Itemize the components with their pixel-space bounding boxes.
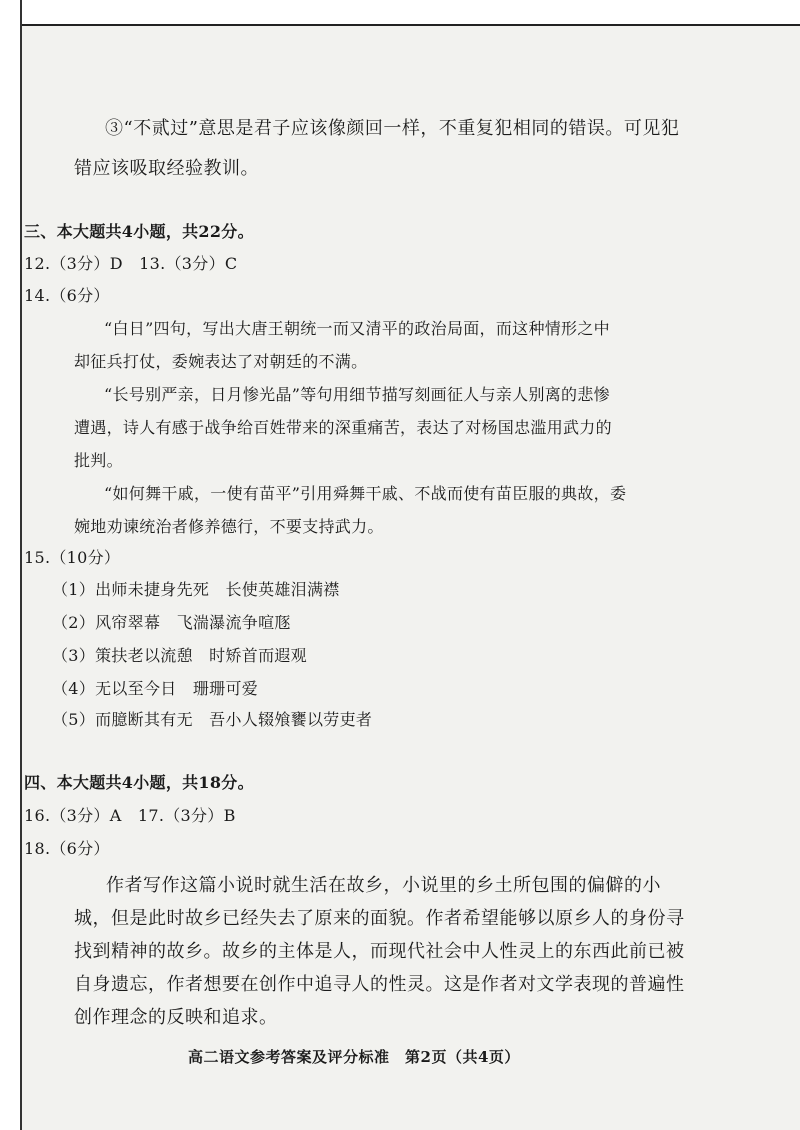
answer-line-3-cont: 错应该吸取经验教训。 <box>74 158 259 179</box>
answer-18-line2: 城，但是此时故乡已经失去了原来的面貌。作者希望能够以原乡人的身份寻 <box>74 908 685 929</box>
answer-line-3: ③“不贰过”意思是君子应该像颜回一样，不重复犯相同的错误。可见犯 <box>105 118 680 139</box>
answer-12-13: 12.（3分）D 13.（3分）C <box>24 254 238 273</box>
answer-14-para3: “如何舞干戚，一使有苗平”引用舜舞干戚、不战而使有苗臣服的典故，委 <box>104 484 627 503</box>
answer-16-17: 16.（3分）A 17.（3分）B <box>24 806 236 825</box>
answer-14-para2: “长号别严亲，日月惨光晶”等句用细节描写刻画征人与亲人别离的悲惨 <box>104 385 610 404</box>
answer-page <box>22 26 800 1130</box>
answer-14-para2-cont2: 批判。 <box>74 451 123 470</box>
scan-left-edge <box>0 0 22 1130</box>
scan-top-edge <box>0 0 800 26</box>
question-14-label: 14.（6分） <box>24 286 110 305</box>
answer-18-line1: 作者写作这篇小说时就生活在故乡，小说里的乡土所包围的偏僻的小 <box>106 875 661 896</box>
answer-15-4: （4）无以至今日 珊珊可爱 <box>52 679 259 698</box>
section-4-heading: 四、本大题共4小题，共18分。 <box>24 773 254 792</box>
question-15-label: 15.（10分） <box>24 548 121 567</box>
answer-14-para2-cont1: 遭遇，诗人有感于战争给百姓带来的深重痛苦，表达了对杨国忠滥用武力的 <box>74 418 612 437</box>
answer-18-line4: 自身遗忘，作者想要在创作中追寻人的性灵。这是作者对文学表现的普遍性 <box>74 974 685 995</box>
answer-18-line3: 找到精神的故乡。故乡的主体是人，而现代社会中人性灵上的东西此前已被 <box>74 941 685 962</box>
answer-14-para1-cont: 却征兵打仗，委婉表达了对朝廷的不满。 <box>74 352 368 371</box>
answer-15-1: （1）出师未捷身先死 长使英雄泪满襟 <box>52 580 340 599</box>
answer-14-para1: “白日”四句，写出大唐王朝统一而又清平的政治局面，而这种情形之中 <box>104 319 610 338</box>
section-3-heading: 三、本大题共4小题，共22分。 <box>24 222 254 241</box>
answer-15-5: （5）而臆断其有无 吾小人辍飧饔以劳吏者 <box>52 710 373 729</box>
answer-14-para3-cont: 婉地劝谏统治者修养德行，不要支持武力。 <box>74 517 384 536</box>
page-footer: 高二语文参考答案及评分标准 第2页（共4页） <box>188 1048 520 1066</box>
question-18-label: 18.（6分） <box>24 839 110 858</box>
answer-15-2: （2）风帘翠幕 飞湍瀑流争喧豗 <box>52 613 291 632</box>
answer-18-line5: 创作理念的反映和追求。 <box>74 1007 278 1028</box>
answer-15-3: （3）策扶老以流憩 时矫首而遐观 <box>52 646 307 665</box>
